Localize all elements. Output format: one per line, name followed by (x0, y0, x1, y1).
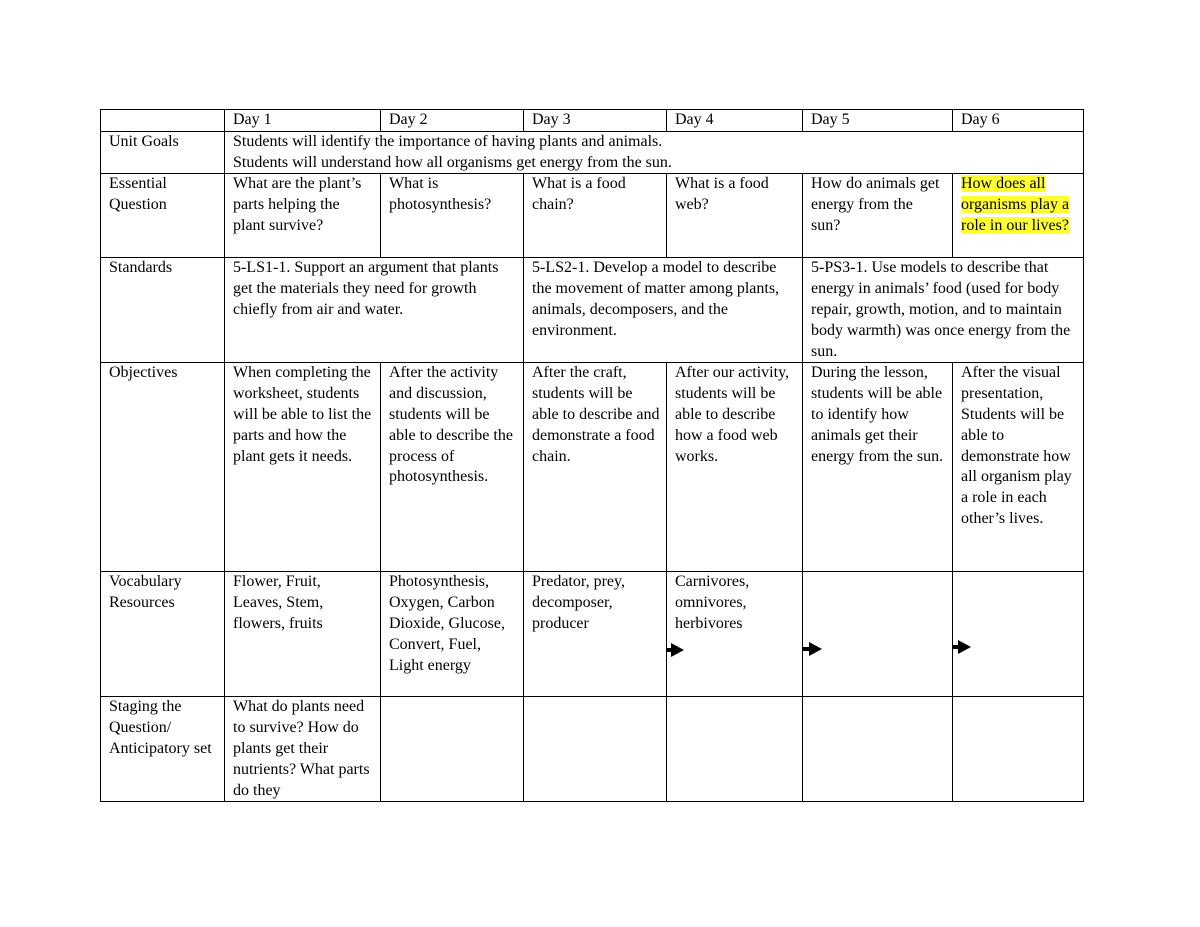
standard-cell: 5-PS3-1. Use models to describe that energy in animals’ food (used for body repair, growth, motion, and to maintain body warmth) was once energy from the sun. (803, 258, 1084, 363)
day-header: Day 5 (803, 110, 953, 132)
table-cell: What is a food web? (667, 174, 803, 258)
row-label: Unit Goals (101, 131, 225, 174)
table-cell: After our activity, students will be able to describe how a food web works. (667, 363, 803, 572)
table-cell: What is a food chain? (524, 174, 667, 258)
table-cell: What do plants need to survive? How do plants get their nutrients? What parts do they (225, 697, 381, 802)
header-row (101, 110, 1084, 132)
right-arrow-icon (803, 641, 824, 657)
standard-cell: 5-LS1-1. Support an argument that plants get the materials they need for growth chiefly from air and water. (225, 258, 524, 363)
day-header: Day 4 (667, 110, 803, 132)
unit-goals-text: Students will identify the importance of having plants and animals. Students will understand how all organisms get energy from the sun. (225, 131, 1084, 174)
vocabulary-row (101, 572, 1084, 697)
row-label: Vocabulary Resources (101, 572, 225, 697)
lesson-plan-table (100, 109, 1084, 802)
table-cell (953, 697, 1084, 802)
row-label: Staging the Question/ Anticipatory set (101, 697, 225, 802)
row-label: Objectives (101, 363, 225, 572)
table-cell: After the visual presentation, Students will be able to demonstrate how all organism play a role in each other’s lives. (953, 363, 1084, 572)
table-cell: Flower, Fruit, Leaves, Stem, flowers, fruits (225, 572, 381, 697)
table-cell: Photosynthesis, Oxygen, Carbon Dioxide, Glucose, Convert, Fuel, Light energy (381, 572, 524, 697)
standards-row (101, 258, 1084, 363)
standard-cell: 5-LS2-1. Develop a model to describe the movement of matter among plants, animals, decomposers, and the environment. (524, 258, 803, 363)
staging-row (101, 697, 1084, 802)
cell-text: Carnivores, omnivores, herbivores (675, 573, 750, 632)
table-cell: When completing the worksheet, students will be able to list the parts and how the plant gets it needs. (225, 363, 381, 572)
table-cell (524, 697, 667, 802)
table-cell: During the lesson, students will be able to identify how animals get their energy from the sun. (803, 363, 953, 572)
table-cell (381, 697, 524, 802)
table-cell (953, 572, 1084, 697)
essential-question-row (101, 174, 1084, 258)
table-cell (667, 697, 803, 802)
table-cell: Predator, prey, decomposer, producer (524, 572, 667, 697)
day-header: Day 6 (953, 110, 1084, 132)
day-header: Day 1 (225, 110, 381, 132)
table-cell (667, 572, 803, 697)
table-cell: How do animals get energy from the sun? (803, 174, 953, 258)
table-cell (953, 174, 1084, 258)
objectives-row (101, 363, 1084, 572)
row-label: Standards (101, 258, 225, 363)
highlighted-question: How does all organisms play a role in our lives? (961, 175, 1070, 234)
table-cell: What is photosynthesis? (381, 174, 524, 258)
table-cell: What are the plant’s parts helping the plant survive? (225, 174, 381, 258)
right-arrow-icon (953, 639, 973, 655)
corner-cell (101, 110, 225, 132)
table-cell: After the activity and discussion, students will be able to describe the process of photosynthesis. (381, 363, 524, 572)
day-header: Day 2 (381, 110, 524, 132)
unit-goals-row (101, 131, 1084, 174)
row-label: Essential Question (101, 174, 225, 258)
right-arrow-icon (667, 642, 686, 658)
table-cell (803, 697, 953, 802)
table-cell: After the craft, students will be able to describe and demonstrate a food chain. (524, 363, 667, 572)
table-cell (803, 572, 953, 697)
day-header: Day 3 (524, 110, 667, 132)
